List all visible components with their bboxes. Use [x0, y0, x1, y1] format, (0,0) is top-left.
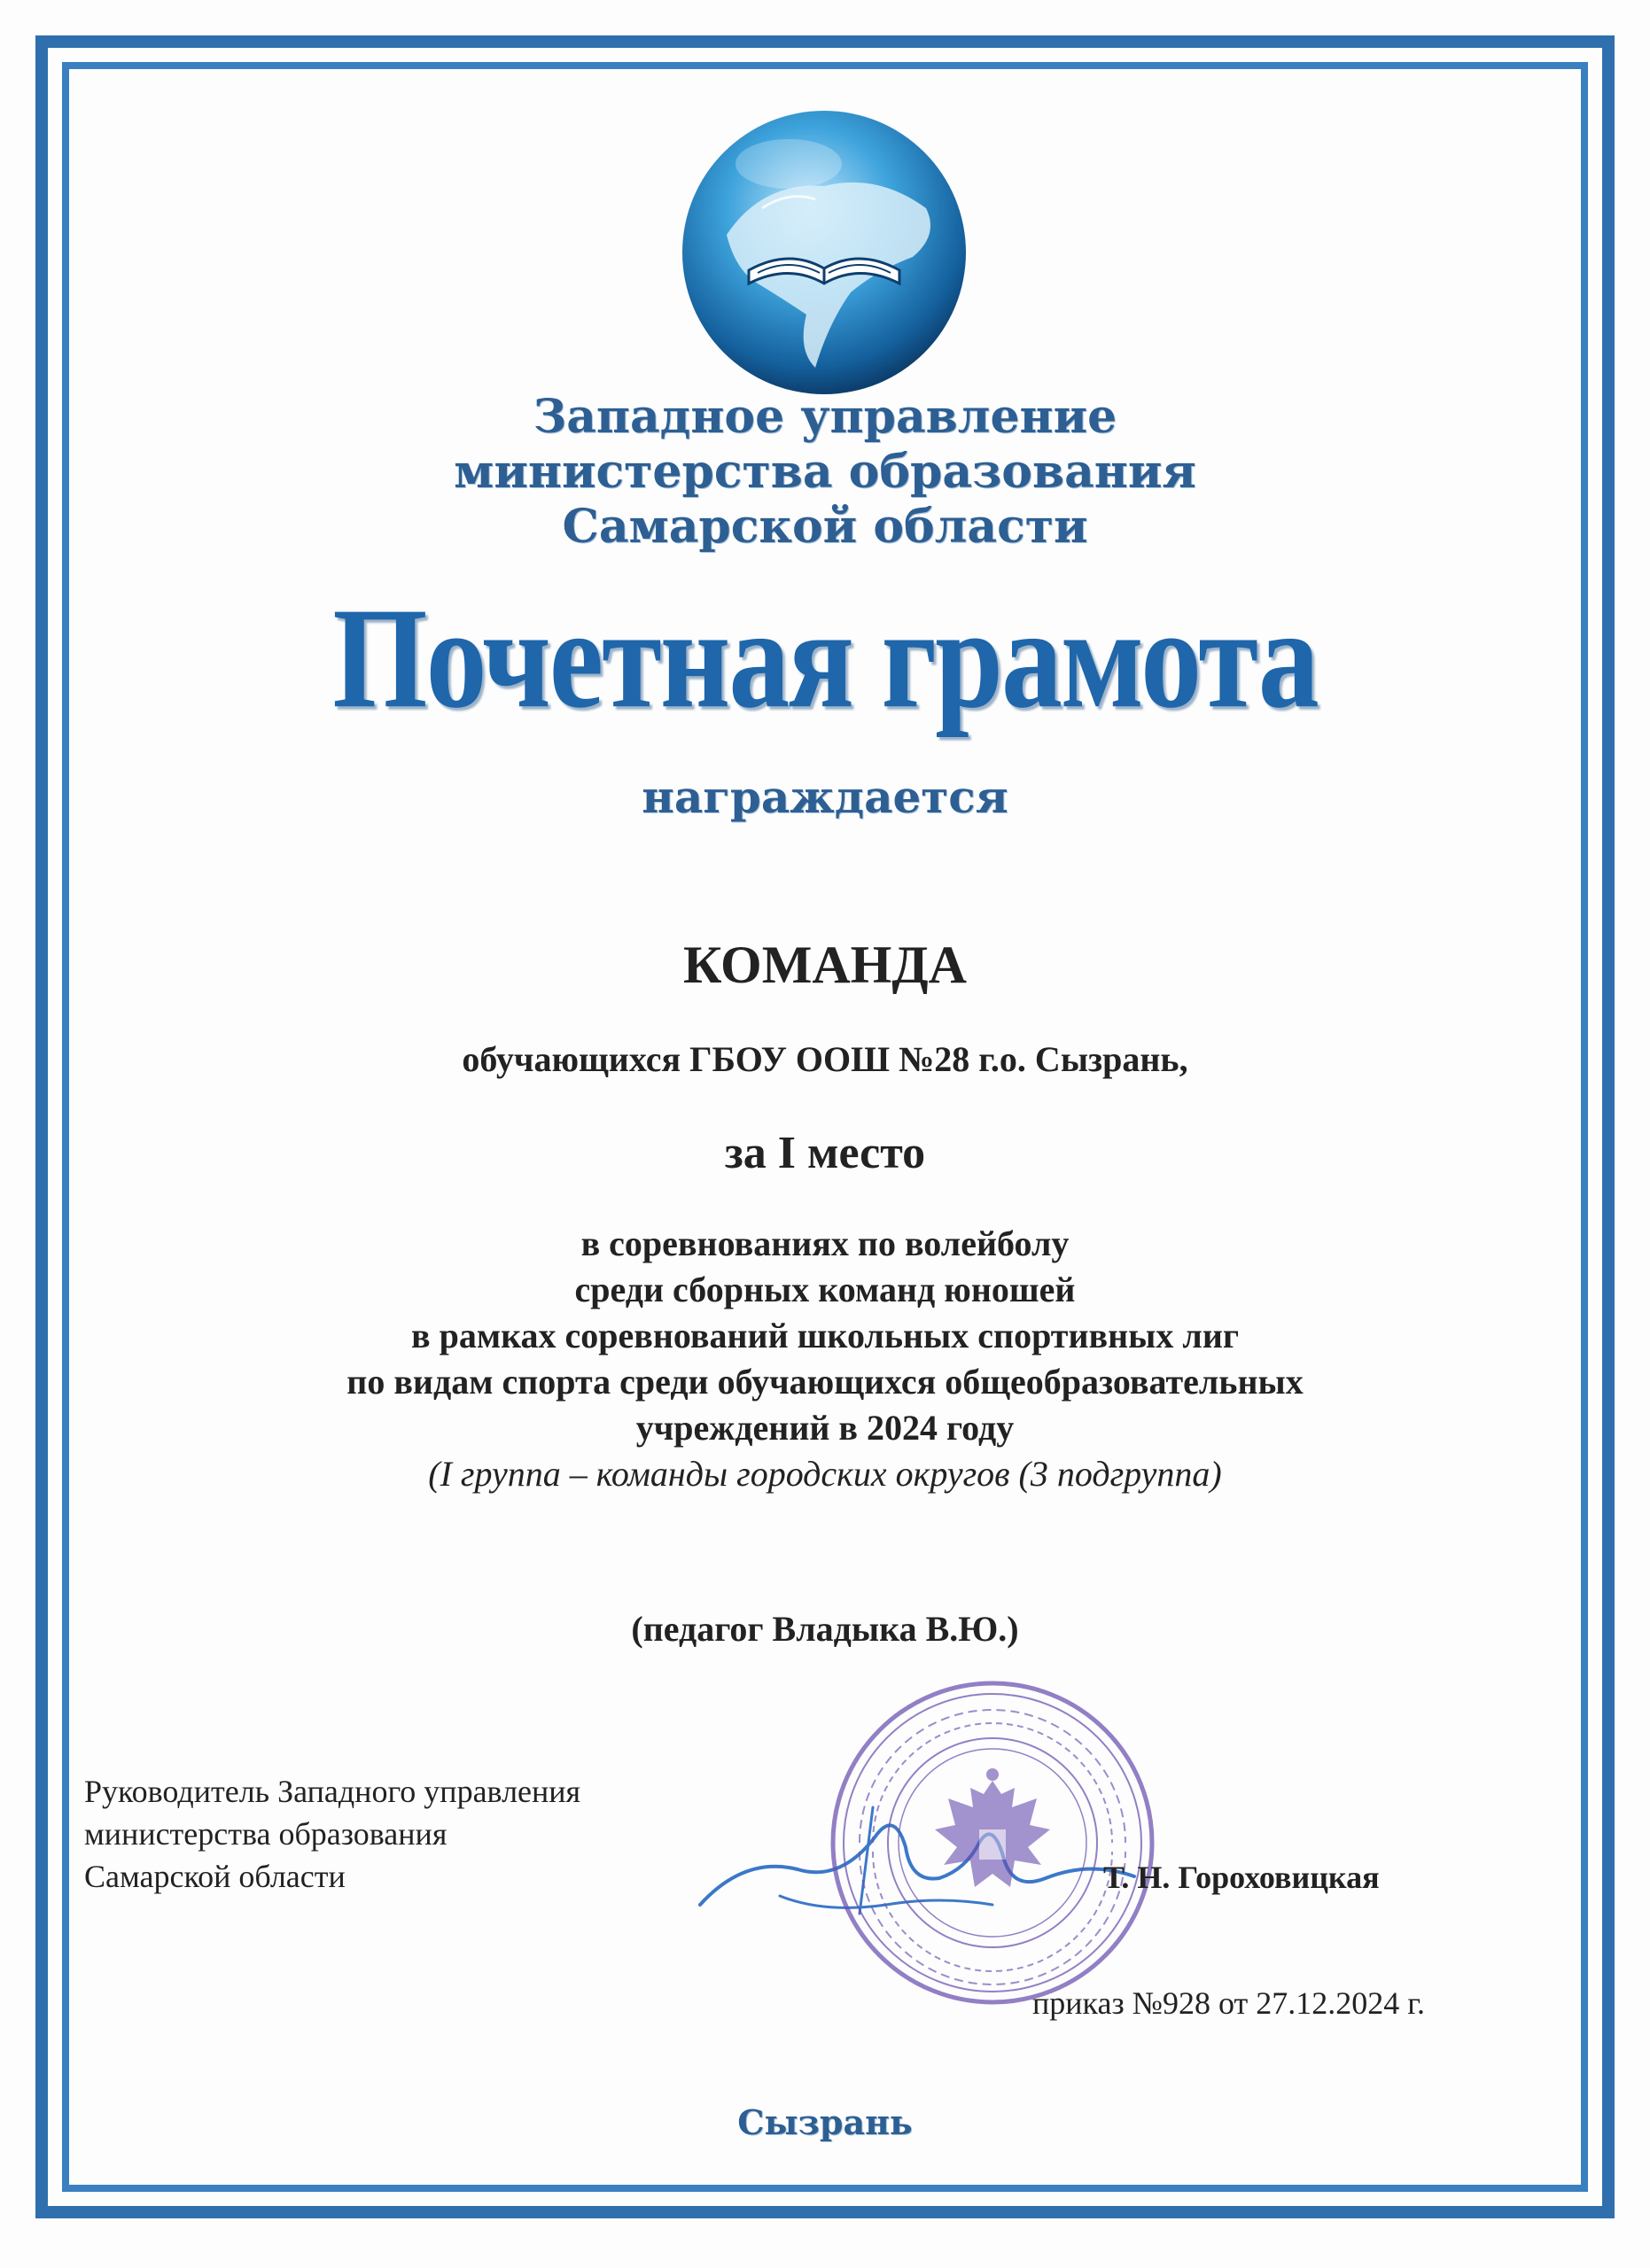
- signer-name: Т. Н. Гороховицкая: [1103, 1860, 1380, 1895]
- globe-book-emblem-icon: [673, 102, 975, 403]
- description-line: учреждений в 2024 году: [635, 1408, 1015, 1448]
- official-seal-icon: [824, 1674, 1161, 2011]
- recipient-school: обучающихся ГБОУ ООШ №28 г.о. Сызрань,: [462, 1039, 1188, 1079]
- order-reference: приказ №928 от 27.12.2024 г.: [1032, 1985, 1425, 2021]
- recipient-team: КОМАНДА: [683, 936, 967, 994]
- teacher-name: (педагог Владыка В.Ю.): [631, 1609, 1019, 1649]
- description-line: в соревнованиях по волейболу: [580, 1223, 1070, 1263]
- description-group: (I группа – команды городских округов (3 подгруппа): [428, 1454, 1222, 1494]
- signer-title-line: Самарской области: [84, 1859, 346, 1894]
- city-name: Сызрань: [737, 2102, 913, 2142]
- description-line: по видам спорта среди обучающихся общеобразовательных: [346, 1362, 1304, 1402]
- award-description: [0, 1221, 1650, 1497]
- description-line: в рамках соревнований школьных спортивных лиг: [410, 1316, 1240, 1355]
- awarded-label: награждается: [642, 771, 1008, 823]
- signer-title-line: министерства образования: [84, 1816, 448, 1852]
- organization-name: [0, 390, 1650, 555]
- organization-line: министерства образования: [454, 445, 1196, 499]
- signer-title: [84, 1770, 580, 1898]
- signer-title-line: Руководитель Западного управления: [84, 1774, 581, 1809]
- description-line: среди сборных команд юношей: [574, 1270, 1076, 1309]
- organization-line: Западное управление: [533, 390, 1117, 444]
- award-place: за I место: [724, 1128, 926, 1178]
- organization-line: Самарской области: [562, 500, 1088, 554]
- certificate-title: Почетная грамота: [332, 578, 1318, 738]
